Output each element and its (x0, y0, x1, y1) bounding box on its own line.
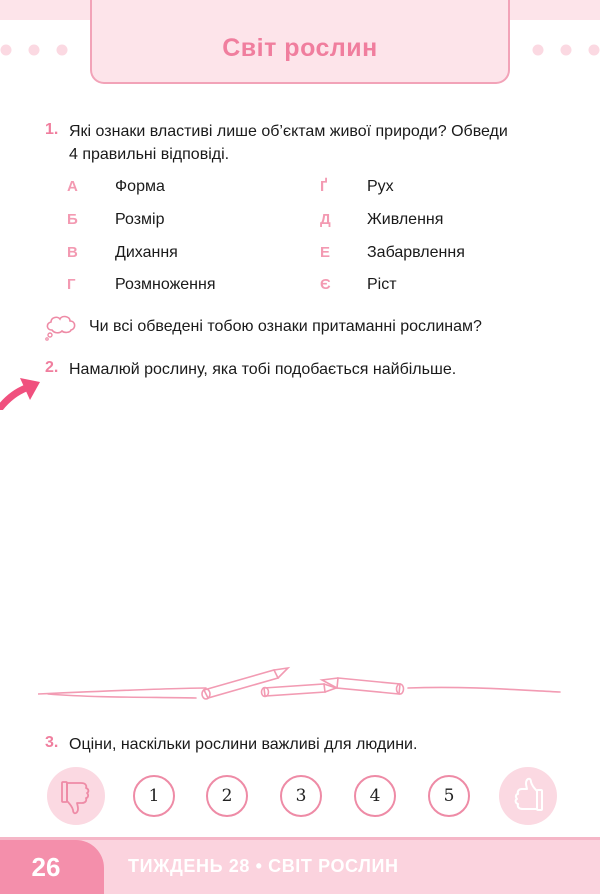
footer-running-title: ТИЖДЕНЬ 28 • СВІТ РОСЛИН (128, 856, 399, 876)
option-letter: В (67, 244, 78, 261)
option-text[interactable]: Розмноження (115, 276, 216, 293)
thumb-up-icon (499, 767, 557, 825)
option-letter: Г (67, 276, 76, 293)
option-letter: Є (320, 276, 331, 293)
pencils-icon (38, 664, 562, 706)
question-2-number: 2. (45, 359, 59, 376)
option-text[interactable]: Форма (115, 178, 165, 195)
rating-1-button[interactable]: 1 (133, 775, 175, 817)
rating-2-button[interactable]: 2 (206, 775, 248, 817)
option-letter: А (67, 178, 78, 195)
option-text[interactable]: Ріст (367, 276, 397, 293)
option-letter: Е (320, 244, 331, 261)
option-letter: Д (320, 211, 331, 228)
thought-cloud-icon (44, 314, 78, 342)
option-text[interactable]: Дихання (115, 244, 178, 261)
question-1-number: 1. (45, 121, 59, 138)
question-3-number: 3. (45, 734, 59, 751)
option-letter: Б (67, 211, 78, 228)
option-text[interactable]: Розмір (115, 211, 165, 228)
option-text[interactable]: Забарвлення (367, 244, 465, 261)
question-2-text: Намалюй рослину, яка тобі подобається найбільше. (69, 361, 457, 378)
question-1-line-1: Які ознаки властиві лише об’єктам живої природи? Обведи (69, 123, 508, 140)
drawing-area[interactable] (40, 390, 560, 670)
question-1-line-2: 4 правильні відповіді. (69, 146, 230, 163)
thumb-down-icon (47, 767, 105, 825)
option-text[interactable]: Рух (367, 178, 394, 195)
think-question-text: Чи всі обведені тобою ознаки притаманні рослинам? (89, 318, 482, 335)
option-text[interactable]: Живлення (367, 211, 444, 228)
curved-arrow-icon (0, 368, 44, 410)
question-3-text: Оціни, наскільки рослини важливі для людини. (69, 736, 418, 753)
page-number: 26 (31, 852, 61, 882)
rating-4-button[interactable]: 4 (354, 775, 396, 817)
thumb-down-button[interactable] (47, 767, 105, 825)
page-title: Світ рослин (222, 34, 378, 62)
rating-3-button[interactable]: 3 (280, 775, 322, 817)
rating-5-button[interactable]: 5 (428, 775, 470, 817)
question-1-text (69, 120, 569, 166)
title-tab (90, 0, 510, 84)
option-letter: Ґ (320, 178, 328, 195)
thumb-up-button[interactable] (499, 767, 557, 825)
